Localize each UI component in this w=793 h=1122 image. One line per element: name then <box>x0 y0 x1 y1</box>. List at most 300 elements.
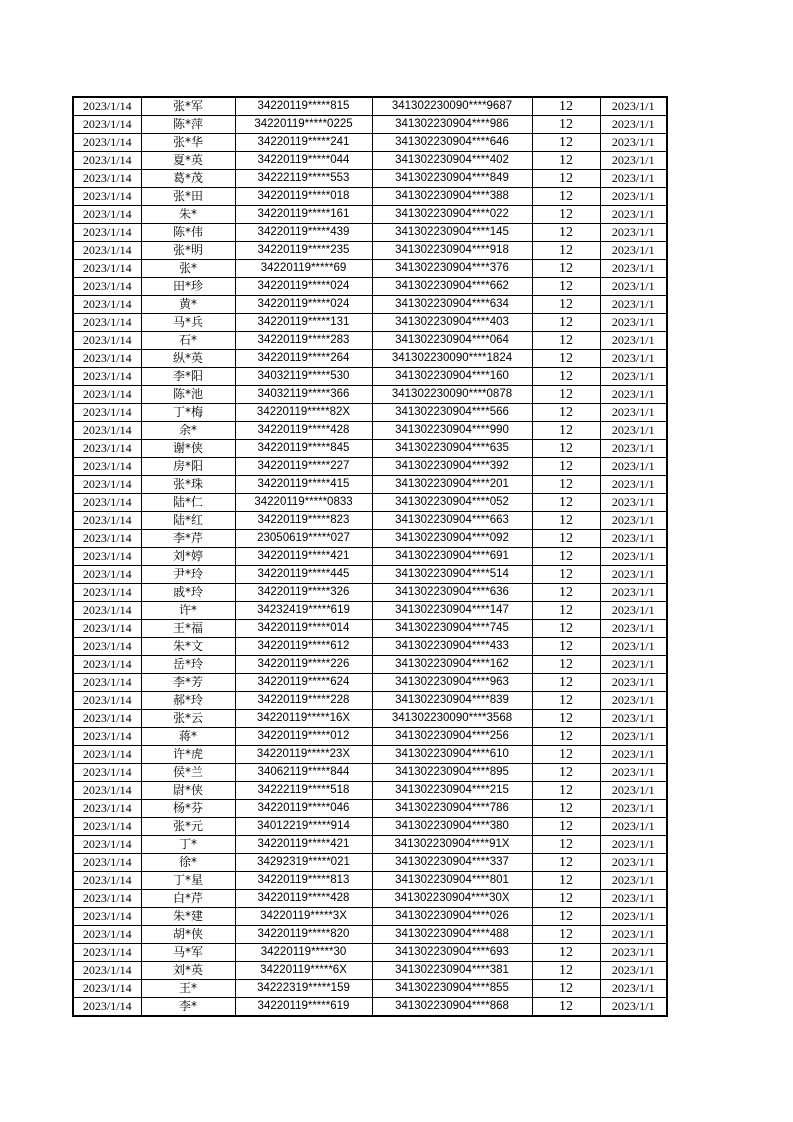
id-number-cell: 23050619*****027 <box>235 530 372 548</box>
date-cell: 2023/1/14 <box>73 980 141 998</box>
period-cell: 2023/1/1 <box>600 656 667 674</box>
table-row <box>73 530 667 548</box>
quantity-cell: 12 <box>532 908 600 926</box>
table-row <box>73 962 667 980</box>
period-cell: 2023/1/1 <box>600 584 667 602</box>
date-cell: 2023/1/14 <box>73 512 141 530</box>
name-cell: 李*芹 <box>141 530 235 548</box>
id-number-cell: 34220119*****014 <box>235 620 372 638</box>
quantity-cell: 12 <box>532 206 600 224</box>
period-cell: 2023/1/1 <box>600 602 667 620</box>
name-cell: 尹*玲 <box>141 566 235 584</box>
account-number-cell: 341302230904****986 <box>372 116 532 134</box>
table-row <box>73 188 667 206</box>
date-cell: 2023/1/14 <box>73 854 141 872</box>
account-number-cell: 341302230904****402 <box>372 152 532 170</box>
id-number-cell: 34220119*****845 <box>235 440 372 458</box>
account-number-cell: 341302230904****635 <box>372 440 532 458</box>
name-cell: 徐* <box>141 854 235 872</box>
table-row <box>73 890 667 908</box>
account-number-cell: 341302230904****662 <box>372 278 532 296</box>
period-cell: 2023/1/1 <box>600 548 667 566</box>
name-cell: 马*军 <box>141 944 235 962</box>
date-cell: 2023/1/14 <box>73 764 141 782</box>
date-cell: 2023/1/14 <box>73 116 141 134</box>
account-number-cell: 341302230904****990 <box>372 422 532 440</box>
name-cell: 刘*婷 <box>141 548 235 566</box>
quantity-cell: 12 <box>532 854 600 872</box>
name-cell: 岳*玲 <box>141 656 235 674</box>
name-cell: 胡*侠 <box>141 926 235 944</box>
date-cell: 2023/1/14 <box>73 458 141 476</box>
name-cell: 侯*兰 <box>141 764 235 782</box>
account-number-cell: 341302230904****215 <box>372 782 532 800</box>
account-number-cell: 341302230904****376 <box>372 260 532 278</box>
period-cell: 2023/1/1 <box>600 620 667 638</box>
name-cell: 张*元 <box>141 818 235 836</box>
period-cell: 2023/1/1 <box>600 476 667 494</box>
id-number-cell: 34220119*****439 <box>235 224 372 242</box>
id-number-cell: 34220119*****044 <box>235 152 372 170</box>
table-row <box>73 602 667 620</box>
period-cell: 2023/1/1 <box>600 872 667 890</box>
account-number-cell: 341302230904****895 <box>372 764 532 782</box>
period-cell: 2023/1/1 <box>600 260 667 278</box>
period-cell: 2023/1/1 <box>600 350 667 368</box>
period-cell: 2023/1/1 <box>600 386 667 404</box>
table-row <box>73 422 667 440</box>
date-cell: 2023/1/14 <box>73 368 141 386</box>
quantity-cell: 12 <box>532 998 600 1017</box>
date-cell: 2023/1/14 <box>73 962 141 980</box>
quantity-cell: 12 <box>532 944 600 962</box>
name-cell: 纵*英 <box>141 350 235 368</box>
period-cell: 2023/1/1 <box>600 998 667 1017</box>
id-number-cell: 34222319*****159 <box>235 980 372 998</box>
id-number-cell: 34220119*****283 <box>235 332 372 350</box>
id-number-cell: 34232419*****619 <box>235 602 372 620</box>
id-number-cell: 34220119*****235 <box>235 242 372 260</box>
account-number-cell: 341302230904****868 <box>372 998 532 1017</box>
spreadsheet-page <box>72 96 668 1017</box>
table-row <box>73 998 667 1017</box>
name-cell: 王*福 <box>141 620 235 638</box>
table-row <box>73 404 667 422</box>
date-cell: 2023/1/14 <box>73 674 141 692</box>
quantity-cell: 12 <box>532 872 600 890</box>
date-cell: 2023/1/14 <box>73 692 141 710</box>
quantity-cell: 12 <box>532 440 600 458</box>
name-cell: 马*兵 <box>141 314 235 332</box>
quantity-cell: 12 <box>532 890 600 908</box>
period-cell: 2023/1/1 <box>600 134 667 152</box>
date-cell: 2023/1/14 <box>73 602 141 620</box>
table-row <box>73 494 667 512</box>
id-number-cell: 34220119*****421 <box>235 836 372 854</box>
id-number-cell: 34032119*****366 <box>235 386 372 404</box>
account-number-cell: 341302230904****610 <box>372 746 532 764</box>
period-cell: 2023/1/1 <box>600 710 667 728</box>
period-cell: 2023/1/1 <box>600 170 667 188</box>
account-number-cell: 341302230904****256 <box>372 728 532 746</box>
quantity-cell: 12 <box>532 134 600 152</box>
table-row <box>73 674 667 692</box>
period-cell: 2023/1/1 <box>600 818 667 836</box>
account-number-cell: 341302230904****839 <box>372 692 532 710</box>
date-cell: 2023/1/14 <box>73 872 141 890</box>
quantity-cell: 12 <box>532 332 600 350</box>
table-body <box>73 97 667 1016</box>
period-cell: 2023/1/1 <box>600 692 667 710</box>
table-row <box>73 170 667 188</box>
period-cell: 2023/1/1 <box>600 674 667 692</box>
period-cell: 2023/1/1 <box>600 224 667 242</box>
table-row <box>73 818 667 836</box>
date-cell: 2023/1/14 <box>73 404 141 422</box>
account-number-cell: 341302230904****064 <box>372 332 532 350</box>
quantity-cell: 12 <box>532 566 600 584</box>
account-number-cell: 341302230904****337 <box>372 854 532 872</box>
quantity-cell: 12 <box>532 386 600 404</box>
account-number-cell: 341302230904****636 <box>372 584 532 602</box>
quantity-cell: 12 <box>532 314 600 332</box>
table-row <box>73 782 667 800</box>
id-number-cell: 34032119*****530 <box>235 368 372 386</box>
account-number-cell: 341302230904****433 <box>372 638 532 656</box>
period-cell: 2023/1/1 <box>600 962 667 980</box>
id-number-cell: 34220119*****445 <box>235 566 372 584</box>
table-row <box>73 728 667 746</box>
id-number-cell: 34220119*****6X <box>235 962 372 980</box>
table-row <box>73 944 667 962</box>
table-row <box>73 332 667 350</box>
table-row <box>73 548 667 566</box>
account-number-cell: 341302230904****162 <box>372 656 532 674</box>
quantity-cell: 12 <box>532 296 600 314</box>
date-cell: 2023/1/14 <box>73 818 141 836</box>
name-cell: 谢*侠 <box>141 440 235 458</box>
date-cell: 2023/1/14 <box>73 170 141 188</box>
quantity-cell: 12 <box>532 710 600 728</box>
table-row <box>73 314 667 332</box>
account-number-cell: 341302230904****380 <box>372 818 532 836</box>
account-number-cell: 341302230904****201 <box>372 476 532 494</box>
account-number-cell: 341302230904****849 <box>372 170 532 188</box>
date-cell: 2023/1/14 <box>73 620 141 638</box>
id-number-cell: 34220119*****813 <box>235 872 372 890</box>
account-number-cell: 341302230904****388 <box>372 188 532 206</box>
account-number-cell: 341302230904****30X <box>372 890 532 908</box>
period-cell: 2023/1/1 <box>600 206 667 224</box>
period-cell: 2023/1/1 <box>600 836 667 854</box>
account-number-cell: 341302230904****566 <box>372 404 532 422</box>
account-number-cell: 341302230904****381 <box>372 962 532 980</box>
name-cell: 郝*玲 <box>141 692 235 710</box>
date-cell: 2023/1/14 <box>73 548 141 566</box>
name-cell: 张*明 <box>141 242 235 260</box>
period-cell: 2023/1/1 <box>600 638 667 656</box>
date-cell: 2023/1/14 <box>73 332 141 350</box>
id-number-cell: 34220119*****421 <box>235 548 372 566</box>
name-cell: 陈*萍 <box>141 116 235 134</box>
table-row <box>73 97 667 116</box>
id-number-cell: 34220119*****0225 <box>235 116 372 134</box>
quantity-cell: 12 <box>532 260 600 278</box>
account-number-cell: 341302230904****092 <box>372 530 532 548</box>
id-number-cell: 34220119*****3X <box>235 908 372 926</box>
table-row <box>73 386 667 404</box>
table-row <box>73 854 667 872</box>
date-cell: 2023/1/14 <box>73 728 141 746</box>
id-number-cell: 34220119*****046 <box>235 800 372 818</box>
table-row <box>73 278 667 296</box>
table-row <box>73 692 667 710</box>
name-cell: 尉*侠 <box>141 782 235 800</box>
date-cell: 2023/1/14 <box>73 350 141 368</box>
quantity-cell: 12 <box>532 584 600 602</box>
account-number-cell: 341302230904****488 <box>372 926 532 944</box>
quantity-cell: 12 <box>532 458 600 476</box>
quantity-cell: 12 <box>532 530 600 548</box>
id-number-cell: 34220119*****815 <box>235 97 372 116</box>
id-number-cell: 34220119*****16X <box>235 710 372 728</box>
table-row <box>73 440 667 458</box>
period-cell: 2023/1/1 <box>600 908 667 926</box>
date-cell: 2023/1/14 <box>73 188 141 206</box>
id-number-cell: 34220119*****30 <box>235 944 372 962</box>
quantity-cell: 12 <box>532 674 600 692</box>
name-cell: 陆*红 <box>141 512 235 530</box>
quantity-cell: 12 <box>532 746 600 764</box>
id-number-cell: 34220119*****82X <box>235 404 372 422</box>
table-row <box>73 764 667 782</box>
period-cell: 2023/1/1 <box>600 314 667 332</box>
name-cell: 黄* <box>141 296 235 314</box>
account-number-cell: 341302230904****693 <box>372 944 532 962</box>
quantity-cell: 12 <box>532 602 600 620</box>
quantity-cell: 12 <box>532 656 600 674</box>
name-cell: 葛*茂 <box>141 170 235 188</box>
account-number-cell: 341302230904****691 <box>372 548 532 566</box>
table-row <box>73 206 667 224</box>
date-cell: 2023/1/14 <box>73 656 141 674</box>
date-cell: 2023/1/14 <box>73 908 141 926</box>
table-row <box>73 872 667 890</box>
account-number-cell: 341302230904****026 <box>372 908 532 926</box>
id-number-cell: 34222119*****518 <box>235 782 372 800</box>
period-cell: 2023/1/1 <box>600 926 667 944</box>
date-cell: 2023/1/14 <box>73 278 141 296</box>
id-number-cell: 34062119*****844 <box>235 764 372 782</box>
quantity-cell: 12 <box>532 404 600 422</box>
id-number-cell: 34220119*****161 <box>235 206 372 224</box>
quantity-cell: 12 <box>532 224 600 242</box>
quantity-cell: 12 <box>532 800 600 818</box>
table-row <box>73 908 667 926</box>
date-cell: 2023/1/14 <box>73 440 141 458</box>
quantity-cell: 12 <box>532 980 600 998</box>
quantity-cell: 12 <box>532 368 600 386</box>
period-cell: 2023/1/1 <box>600 728 667 746</box>
name-cell: 丁*星 <box>141 872 235 890</box>
name-cell: 朱*建 <box>141 908 235 926</box>
date-cell: 2023/1/14 <box>73 242 141 260</box>
quantity-cell: 12 <box>532 170 600 188</box>
id-number-cell: 34220119*****131 <box>235 314 372 332</box>
quantity-cell: 12 <box>532 512 600 530</box>
table-row <box>73 512 667 530</box>
name-cell: 张* <box>141 260 235 278</box>
period-cell: 2023/1/1 <box>600 422 667 440</box>
date-cell: 2023/1/14 <box>73 134 141 152</box>
id-number-cell: 34220119*****823 <box>235 512 372 530</box>
account-number-cell: 341302230904****91X <box>372 836 532 854</box>
quantity-cell: 12 <box>532 188 600 206</box>
period-cell: 2023/1/1 <box>600 782 667 800</box>
account-number-cell: 341302230904****052 <box>372 494 532 512</box>
name-cell: 房*阳 <box>141 458 235 476</box>
name-cell: 李* <box>141 998 235 1017</box>
id-number-cell: 34220119*****428 <box>235 422 372 440</box>
quantity-cell: 12 <box>532 97 600 116</box>
period-cell: 2023/1/1 <box>600 890 667 908</box>
table-row <box>73 836 667 854</box>
account-number-cell: 341302230904****745 <box>372 620 532 638</box>
id-number-cell: 34220119*****428 <box>235 890 372 908</box>
account-number-cell: 341302230904****514 <box>372 566 532 584</box>
quantity-cell: 12 <box>532 494 600 512</box>
name-cell: 张*云 <box>141 710 235 728</box>
period-cell: 2023/1/1 <box>600 494 667 512</box>
table-row <box>73 746 667 764</box>
name-cell: 杨*芬 <box>141 800 235 818</box>
name-cell: 余* <box>141 422 235 440</box>
table-row <box>73 980 667 998</box>
period-cell: 2023/1/1 <box>600 97 667 116</box>
quantity-cell: 12 <box>532 422 600 440</box>
records-table <box>72 96 668 1017</box>
account-number-cell: 341302230904****663 <box>372 512 532 530</box>
name-cell: 丁*梅 <box>141 404 235 422</box>
date-cell: 2023/1/14 <box>73 566 141 584</box>
name-cell: 李*阳 <box>141 368 235 386</box>
name-cell: 石* <box>141 332 235 350</box>
account-number-cell: 341302230904****403 <box>372 314 532 332</box>
period-cell: 2023/1/1 <box>600 854 667 872</box>
name-cell: 许* <box>141 602 235 620</box>
period-cell: 2023/1/1 <box>600 440 667 458</box>
id-number-cell: 34220119*****024 <box>235 278 372 296</box>
date-cell: 2023/1/14 <box>73 386 141 404</box>
date-cell: 2023/1/14 <box>73 584 141 602</box>
name-cell: 陆*仁 <box>141 494 235 512</box>
name-cell: 戚*玲 <box>141 584 235 602</box>
date-cell: 2023/1/14 <box>73 494 141 512</box>
name-cell: 张*珠 <box>141 476 235 494</box>
table-row <box>73 638 667 656</box>
table-row <box>73 710 667 728</box>
name-cell: 蒋* <box>141 728 235 746</box>
period-cell: 2023/1/1 <box>600 296 667 314</box>
table-row <box>73 458 667 476</box>
account-number-cell: 341302230904****963 <box>372 674 532 692</box>
date-cell: 2023/1/14 <box>73 314 141 332</box>
name-cell: 朱* <box>141 206 235 224</box>
quantity-cell: 12 <box>532 242 600 260</box>
date-cell: 2023/1/14 <box>73 422 141 440</box>
id-number-cell: 34222119*****553 <box>235 170 372 188</box>
name-cell: 李*芳 <box>141 674 235 692</box>
quantity-cell: 12 <box>532 764 600 782</box>
table-row <box>73 800 667 818</box>
id-number-cell: 34220119*****624 <box>235 674 372 692</box>
period-cell: 2023/1/1 <box>600 458 667 476</box>
quantity-cell: 12 <box>532 350 600 368</box>
date-cell: 2023/1/14 <box>73 260 141 278</box>
name-cell: 王* <box>141 980 235 998</box>
quantity-cell: 12 <box>532 278 600 296</box>
id-number-cell: 34220119*****226 <box>235 656 372 674</box>
quantity-cell: 12 <box>532 692 600 710</box>
table-row <box>73 260 667 278</box>
period-cell: 2023/1/1 <box>600 746 667 764</box>
id-number-cell: 34220119*****612 <box>235 638 372 656</box>
quantity-cell: 12 <box>532 638 600 656</box>
date-cell: 2023/1/14 <box>73 97 141 116</box>
account-number-cell: 341302230904****634 <box>372 296 532 314</box>
name-cell: 张*军 <box>141 97 235 116</box>
name-cell: 张*田 <box>141 188 235 206</box>
period-cell: 2023/1/1 <box>600 944 667 962</box>
name-cell: 陈*池 <box>141 386 235 404</box>
id-number-cell: 34012219*****914 <box>235 818 372 836</box>
id-number-cell: 34220119*****024 <box>235 296 372 314</box>
date-cell: 2023/1/14 <box>73 638 141 656</box>
quantity-cell: 12 <box>532 620 600 638</box>
quantity-cell: 12 <box>532 926 600 944</box>
date-cell: 2023/1/14 <box>73 890 141 908</box>
id-number-cell: 34220119*****0833 <box>235 494 372 512</box>
table-row <box>73 134 667 152</box>
name-cell: 张*华 <box>141 134 235 152</box>
date-cell: 2023/1/14 <box>73 782 141 800</box>
period-cell: 2023/1/1 <box>600 332 667 350</box>
table-row <box>73 368 667 386</box>
period-cell: 2023/1/1 <box>600 116 667 134</box>
account-number-cell: 341302230904****786 <box>372 800 532 818</box>
account-number-cell: 341302230904****801 <box>372 872 532 890</box>
table-row <box>73 152 667 170</box>
table-row <box>73 620 667 638</box>
date-cell: 2023/1/14 <box>73 710 141 728</box>
date-cell: 2023/1/14 <box>73 476 141 494</box>
date-cell: 2023/1/14 <box>73 998 141 1017</box>
period-cell: 2023/1/1 <box>600 800 667 818</box>
table-row <box>73 566 667 584</box>
name-cell: 丁* <box>141 836 235 854</box>
account-number-cell: 341302230904****147 <box>372 602 532 620</box>
period-cell: 2023/1/1 <box>600 566 667 584</box>
period-cell: 2023/1/1 <box>600 980 667 998</box>
quantity-cell: 12 <box>532 548 600 566</box>
table-row <box>73 242 667 260</box>
period-cell: 2023/1/1 <box>600 278 667 296</box>
id-number-cell: 34220119*****264 <box>235 350 372 368</box>
date-cell: 2023/1/14 <box>73 800 141 818</box>
quantity-cell: 12 <box>532 962 600 980</box>
quantity-cell: 12 <box>532 476 600 494</box>
name-cell: 许*虎 <box>141 746 235 764</box>
